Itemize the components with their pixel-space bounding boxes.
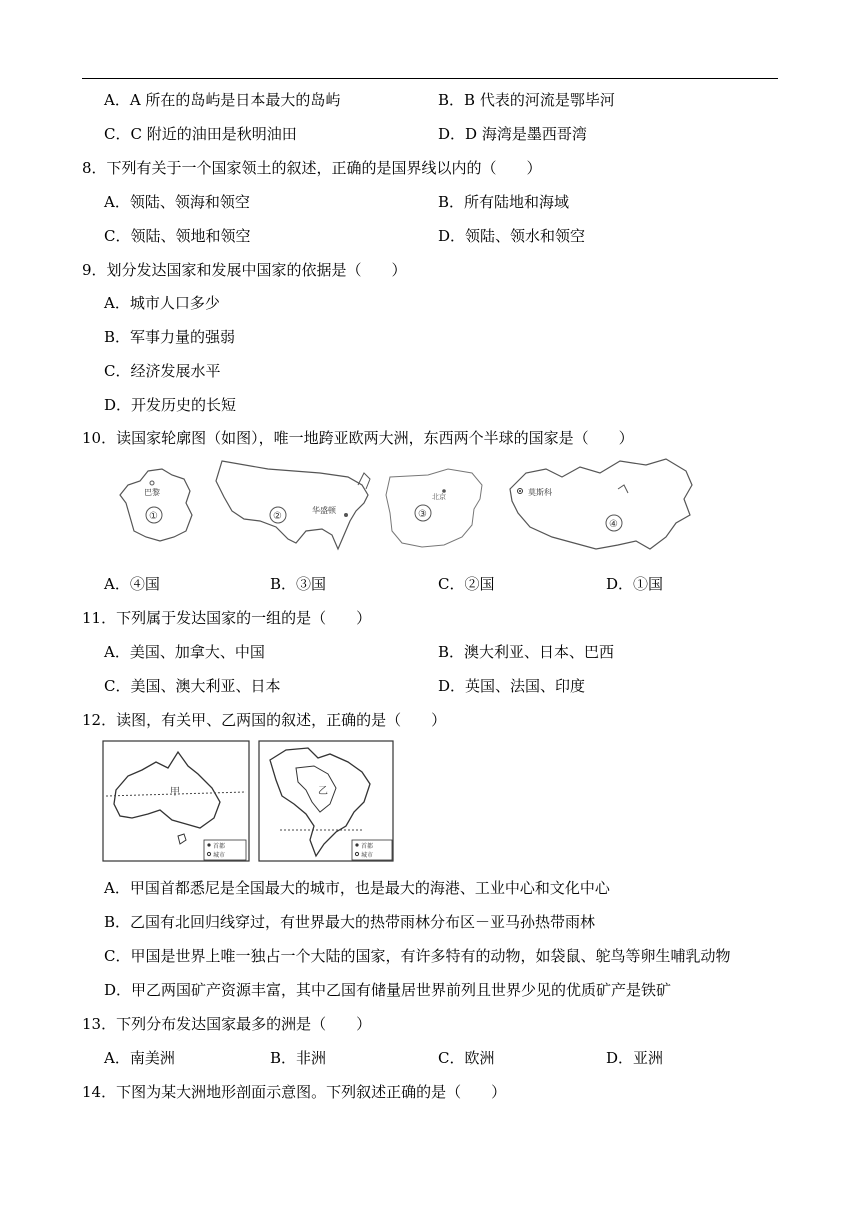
q12-maps (102, 740, 402, 866)
label-paris: 巴黎 (144, 488, 160, 497)
q8-option-a[interactable]: A．领陆、领海和领空 (104, 193, 250, 211)
legend-city-yi: 城市 (361, 852, 374, 859)
q7-option-a[interactable]: A．A 所在的岛屿是日本最大的岛屿 (104, 91, 341, 109)
map-yi (259, 741, 393, 861)
q13-option-a[interactable]: A．南美洲 (104, 1049, 175, 1067)
q8-option-c[interactable]: C．领陆、领地和领空 (104, 227, 251, 245)
q11-option-b[interactable]: B．澳大利亚、日本、巴西 (438, 643, 615, 661)
q14-stem: 14．下图为某大洲地形剖面示意图。下列叙述正确的是（ ） (82, 1083, 507, 1101)
header-rule (82, 78, 778, 79)
q13-option-c[interactable]: C．欧洲 (438, 1049, 495, 1067)
q10-option-d[interactable]: D．①国 (606, 575, 664, 593)
q10-option-b[interactable]: B．③国 (270, 575, 327, 593)
q13-stem: 13．下列分布发达国家最多的洲是（ ） (82, 1015, 372, 1033)
q12-option-a[interactable]: A．甲国首都悉尼是全国最大的城市，也是最大的海港、工业中心和文化中心 (104, 879, 610, 897)
q8-option-b[interactable]: B．所有陆地和海域 (438, 193, 570, 211)
q11-option-a[interactable]: A．美国、加拿大、中国 (104, 643, 265, 661)
label-n3: ③ (418, 509, 427, 520)
label-n4: ④ (609, 519, 618, 530)
q13-option-d[interactable]: D．亚洲 (606, 1049, 664, 1067)
q7-option-c[interactable]: C．C 附近的油田是秋明油田 (104, 125, 297, 143)
q10-stem: 10．读国家轮廓图（如图），唯一地跨亚欧两大洲，东西两个半球的国家是（ ） (82, 429, 634, 447)
legend-capital-jia: 首都 (213, 843, 226, 850)
q10-option-c[interactable]: C．②国 (438, 575, 495, 593)
q9-option-c[interactable]: C．经济发展水平 (104, 362, 221, 380)
q7-option-b[interactable]: B．B 代表的河流是鄂毕河 (438, 91, 615, 109)
label-moscow: 莫斯科 (528, 488, 552, 497)
q12-option-b[interactable]: B．乙国有北回归线穿过，有世界最大的热带雨林分布区－亚马孙热带雨林 (104, 913, 596, 931)
legend-city-jia: 城市 (213, 852, 226, 859)
legend-capital-yi: 首都 (361, 843, 374, 850)
q9-option-b[interactable]: B．军事力量的强弱 (104, 328, 236, 346)
q11-stem: 11．下列属于发达国家的一组的是（ ） (82, 609, 372, 627)
q7-option-d[interactable]: D．D 海湾是墨西哥湾 (438, 125, 587, 143)
q9-stem: 9．划分发达国家和发展中国家的依据是（ ） (82, 261, 407, 279)
map-country-2 (216, 461, 370, 549)
q13-option-b[interactable]: B．非洲 (270, 1049, 327, 1067)
q11-option-d[interactable]: D．英国、法国、印度 (438, 677, 586, 695)
label-n2: ② (273, 511, 282, 522)
q12-stem: 12．读图，有关甲、乙两国的叙述，正确的是（ ） (82, 711, 447, 729)
map-country-3 (386, 469, 482, 547)
map-country-4 (510, 459, 692, 549)
label-beijing: 北京 (432, 493, 446, 501)
q9-option-d[interactable]: D．开发历史的长短 (104, 396, 237, 414)
map-country-1 (120, 469, 192, 541)
q8-stem: 8．下列有关于一个国家领土的叙述，正确的是国界线以内的（ ） (82, 159, 542, 177)
q12-option-c[interactable]: C．甲国是世界上唯一独占一个大陆的国家，有许多特有的动物，如袋鼠、鸵鸟等卵生哺乳动物 (104, 947, 731, 965)
q8-option-d[interactable]: D．领陆、领水和领空 (438, 227, 586, 245)
q9-option-a[interactable]: A．城市人口多少 (104, 294, 220, 312)
label-yi: 乙 (318, 786, 328, 797)
q10-option-a[interactable]: A．④国 (104, 575, 160, 593)
q12-option-d[interactable]: D．甲乙两国矿产资源丰富，其中乙国有储量居世界前列且世界少见的优质矿产是铁矿 (104, 981, 672, 999)
map-jia (103, 741, 249, 861)
label-n1: ① (149, 511, 158, 522)
q10-country-outline-maps (100, 455, 700, 565)
q11-option-c[interactable]: C．美国、澳大利亚、日本 (104, 677, 281, 695)
label-jia: 甲 (170, 787, 180, 798)
label-washington: 华盛顿 (312, 506, 336, 515)
